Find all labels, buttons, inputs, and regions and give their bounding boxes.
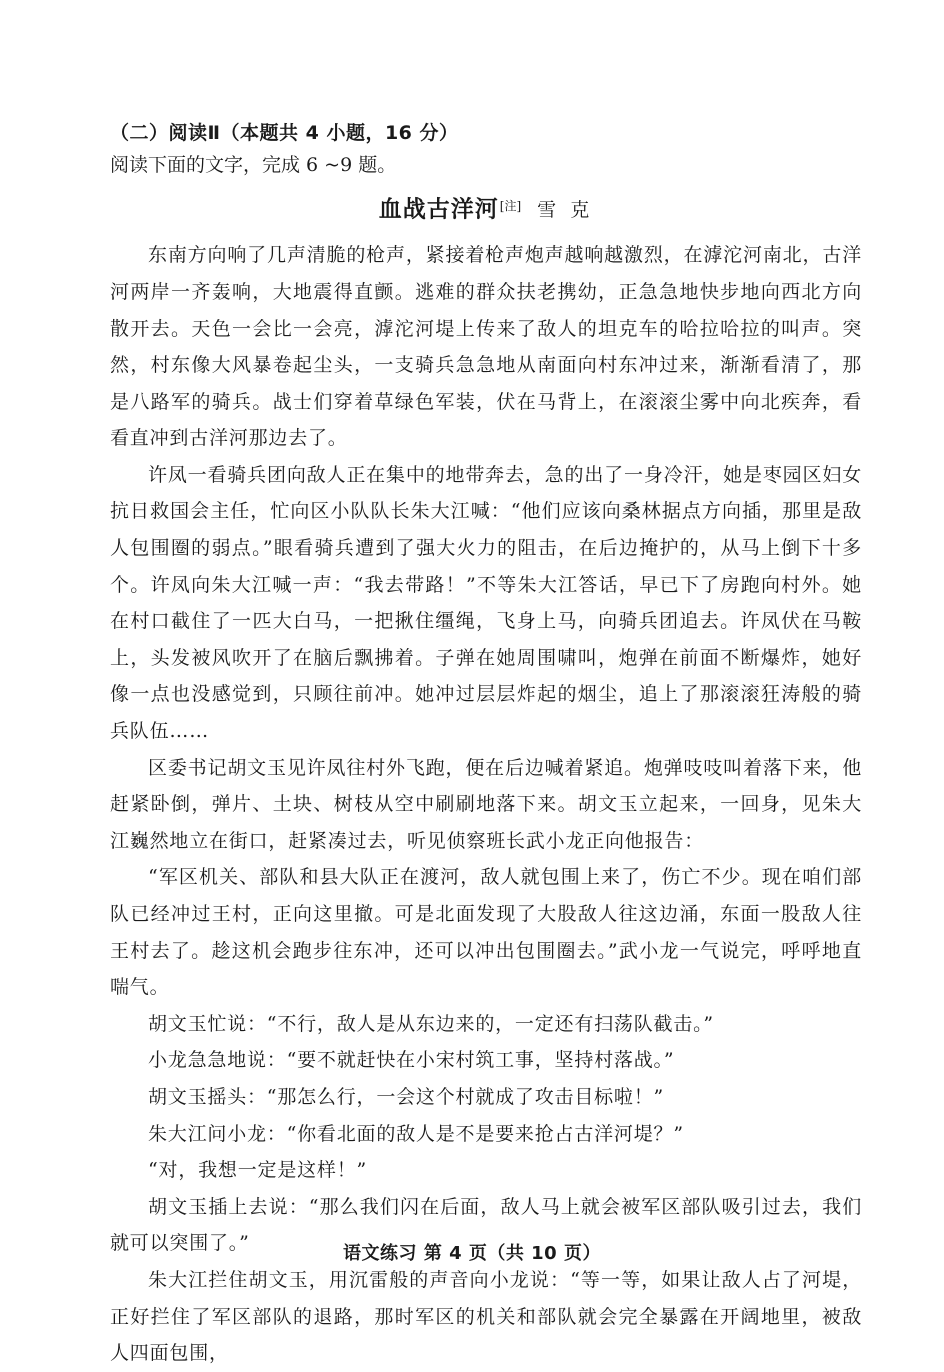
article-paragraph: 朱大江问小龙：“你看北面的敌人是不是要来抢占古洋河堤？” xyxy=(148,1122,684,1145)
article-paragraph: 东南方向响了几声清脆的枪声，紧接着枪声炮声越响越激烈，在滹沱河南北，古洋河两岸一齐轰响，大地震得直颤。逃难的群众扶老携幼，正急急地快步地向西北方向散开去。天色一会比一会亮，滹沱河堤上传来了敌人的坦克车的哈拉哈拉的叫声。突然，村东像大风暴卷起尘头，一支骑兵急急地从南面向村东冲过来，渐渐看清了，那是八路军的骑兵。战士们穿着草绿色军装，伏在马背上，在滚滚尘雾中向北疾奔，看看直冲到古洋河那边去了。 xyxy=(110,244,862,450)
article-paragraph: 区委书记胡文玉见许凤往村外飞跑，便在后边喊着紧追。炮弹吱吱叫着落下来，他赶紧卧倒，弹片、土块、树枝从空中刷刷地落下来。胡文玉立起来，一回身，见朱大江巍然地立在街口，赶紧凑过去，听见侦察班长武小龙正向他报告： xyxy=(110,756,862,852)
article-title: 血战古洋河 xyxy=(378,195,499,223)
article-paragraph: 胡文玉插上去说：“那么我们闪在后面，敌人马上就会被军区部队吸引过去，我们就可以突围了。” xyxy=(110,1195,862,1255)
article-body xyxy=(110,237,862,1371)
article-author: 雪 克 xyxy=(537,199,594,222)
reading-instruction: 阅读下面的文字，完成 6 ~9 题。 xyxy=(110,154,397,176)
article-paragraph: 胡文玉忙说：“不行，敌人是从东边来的，一定还有扫荡队截击。” xyxy=(148,1012,714,1035)
article-paragraph: 小龙急急地说：“要不就赶快在小宋村筑工事，坚持村落战。” xyxy=(148,1049,675,1072)
article-paragraph: 胡文玉摇头：“那怎么行，一会这个村就成了攻击目标啦！” xyxy=(148,1085,665,1108)
article-paragraph: 许凤一看骑兵团向敌人正在集中的地带奔去，急的出了一身冷汗，她是枣园区妇女抗日救国会主任，忙向区小队队长朱大江喊：“他们应该向桑林据点方向插，那里是敌人包围圈的弱点。”眼看骑兵遭到了强大火力的阻击，在后边掩护的，从马上倒下十多个。许凤向朱大江喊一声：“我去带路！”不等朱大江答话，早已下了房跑向村外。她在村口截住了一匹大白马，一把揪住缰绳，飞身上马，向骑兵团追去。许凤伏在马鞍上，头发被风吹开了在脑后飘拂着。子弹在她周围啸叫，炮弹在前面不断爆炸，她好像一点也没感觉到，只顾往前冲。她冲过层层炸起的烟尘，追上了那滚滚狂涛般的骑兵队伍…… xyxy=(110,463,862,743)
title-footnote-marker: [注] xyxy=(499,199,522,213)
page-content xyxy=(110,118,862,1372)
article-paragraph: 朱大江拦住胡文玉，用沉雷般的声音向小龙说：“等一等，如果让敌人占了河堤，正好拦住了军区部队的退路，那时军区的机关和部队就会完全暴露在开阔地里，被敌人四面包围， xyxy=(110,1268,862,1365)
article-title-row xyxy=(110,186,862,231)
article-paragraph: “军区机关、部队和县大队正在渡河，敌人就包围上来了，伤亡不少。现在咱们部队已经冲过王村，正向这里撤。可是北面发现了大股敌人往这边涌，东面一股敌人往王村去了。趁这机会跑步往东冲，还可以冲出包围圈去。”武小龙一气说完，呼呼地直喘气。 xyxy=(110,866,862,999)
article-paragraph: “对，我想一定是这样！” xyxy=(148,1159,368,1182)
page-footer: 语文练习 第 4 页（共 10 页） xyxy=(343,1243,601,1264)
section-heading: （二）阅读Ⅱ（本题共 4 小题，16 分） xyxy=(110,122,459,144)
